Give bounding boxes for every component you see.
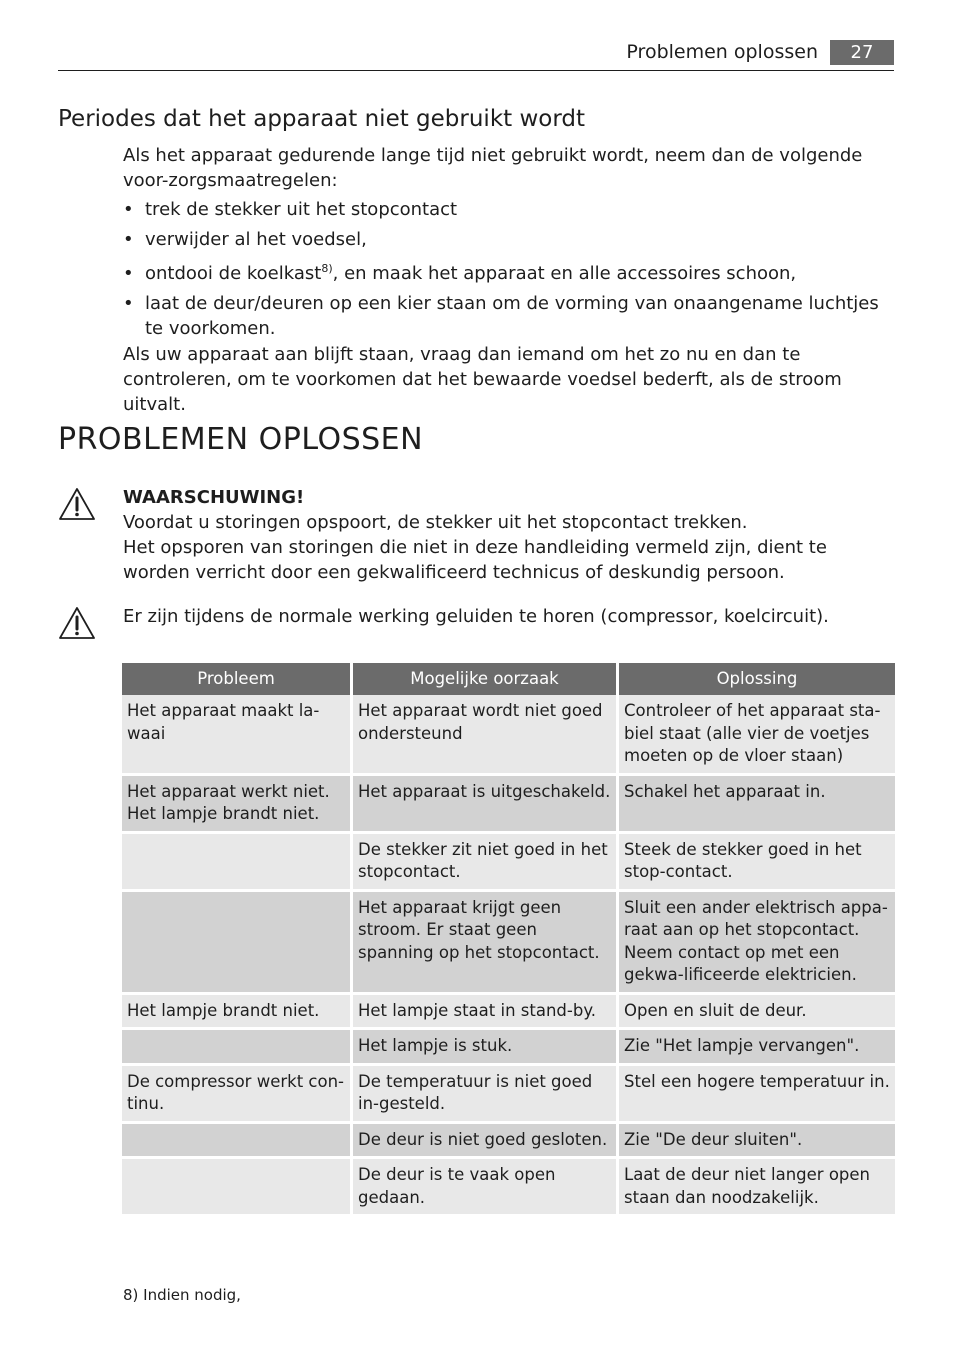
problem-cell	[122, 1159, 353, 1217]
table-row	[122, 892, 895, 995]
page-title: PROBLEMEN OPLOSSEN	[58, 422, 424, 457]
troubleshooting-table	[122, 663, 895, 1217]
warning-text: Voordat u storingen opspoort, de stekker uit het stopcontact trekken.	[123, 512, 748, 533]
table-row	[122, 1159, 895, 1217]
table-row	[122, 834, 895, 892]
solution-cell: Sluit een ander elektrisch appa-raat aan op het stopcontact. Neem contact op met een gekwa-lificeerde elektricien.	[619, 892, 895, 995]
cause-cell: De deur is niet goed gesloten.	[353, 1124, 619, 1160]
list-item: • verwijder al het voedsel,	[123, 227, 893, 252]
problem-cell	[122, 834, 353, 892]
table-row	[122, 695, 895, 776]
table-row	[122, 995, 895, 1031]
solution-cell: Steek de stekker goed in het stop-contact.	[619, 834, 895, 892]
list-item: • laat de deur/deuren op een kier staan om de vorming van onaangename luchtjes te voorkomen.	[123, 291, 893, 341]
cause-cell: De stekker zit niet goed in het stopcontact.	[353, 834, 619, 892]
table-row	[122, 1066, 895, 1124]
problem-cell: Het lampje brandt niet.	[122, 995, 353, 1031]
page-number: 27	[830, 40, 894, 65]
cause-cell: Het apparaat krijgt geen stroom. Er staat geen spanning op het stopcontact.	[353, 892, 619, 995]
solution-cell: Schakel het apparaat in.	[619, 776, 895, 834]
running-header-title: Problemen oplossen	[626, 41, 818, 63]
section-heading-periods: Periodes dat het apparaat niet gebruikt wordt	[58, 106, 586, 132]
problem-cell: Het apparaat maakt la-waai	[122, 695, 353, 776]
table-row	[122, 1124, 895, 1160]
warning-text: Het opsporen van storingen die niet in deze handleiding vermeld zijn, dient te worden verricht door een gekwalificeerd technicus of deskundig persoon.	[123, 537, 827, 583]
periods-outro: Als uw apparaat aan blijft staan, vraag dan iemand om het zo nu en dan te controleren, om te voorkomen dat het bewaarde voedsel bederft, als de stroom uitvalt.	[123, 344, 842, 415]
list-item: • trek de stekker uit het stopcontact	[123, 197, 893, 222]
solution-cell: Laat de deur niet langer open staan dan noodzakelijk.	[619, 1159, 895, 1217]
solution-cell: Stel een hogere temperatuur in.	[619, 1066, 895, 1124]
problem-cell	[122, 1030, 353, 1066]
problem-cell: Het apparaat werkt niet. Het lampje brandt niet.	[122, 776, 353, 834]
warning-block	[123, 485, 893, 585]
column-header: Oplossing	[619, 663, 895, 695]
cause-cell: Het apparaat wordt niet goed ondersteund	[353, 695, 619, 776]
column-header: Mogelijke oorzaak	[353, 663, 619, 695]
solution-cell: Open en sluit de deur.	[619, 995, 895, 1031]
solution-cell: Zie "De deur sluiten".	[619, 1124, 895, 1160]
table-row	[122, 776, 895, 834]
cause-cell: Het lampje staat in stand-by.	[353, 995, 619, 1031]
footnote-ref: 8)	[321, 262, 333, 275]
problem-cell	[122, 1124, 353, 1160]
cause-cell: De temperatuur is niet goed in-gesteld.	[353, 1066, 619, 1124]
list-item: • ontdooi de koelkast$^{8)}$, en maak het apparaat en alle accessoires schoon,	[123, 261, 893, 286]
cause-cell: Het lampje is stuk.	[353, 1030, 619, 1066]
periods-intro: Als het apparaat gedurende lange tijd niet gebruikt wordt, neem dan de volgende voor-zorgsmaatregelen:	[123, 145, 863, 191]
precaution-list	[123, 197, 893, 346]
cause-cell: Het apparaat is uitgeschakeld.	[353, 776, 619, 834]
solution-cell: Controleer of het apparaat sta-biel staat (alle vier de voetjes moeten op de vloer staan)	[619, 695, 895, 776]
column-header: Probleem	[122, 663, 353, 695]
warning-icon	[58, 606, 96, 640]
warning-title: WAARSCHUWING!	[123, 487, 305, 508]
solution-cell: Zie "Het lampje vervangen".	[619, 1030, 895, 1066]
table-row	[122, 1030, 895, 1066]
problem-cell	[122, 892, 353, 995]
problem-cell: De compressor werkt con-tinu.	[122, 1066, 353, 1124]
table-header-row	[122, 663, 895, 695]
warning-icon	[58, 487, 96, 521]
cause-cell: De deur is te vaak open gedaan.	[353, 1159, 619, 1217]
footnote: 8) Indien nodig,	[123, 1286, 241, 1304]
noise-note: Er zijn tijdens de normale werking geluiden te horen (compressor, koelcircuit).	[123, 606, 829, 627]
header-rule	[58, 70, 894, 71]
